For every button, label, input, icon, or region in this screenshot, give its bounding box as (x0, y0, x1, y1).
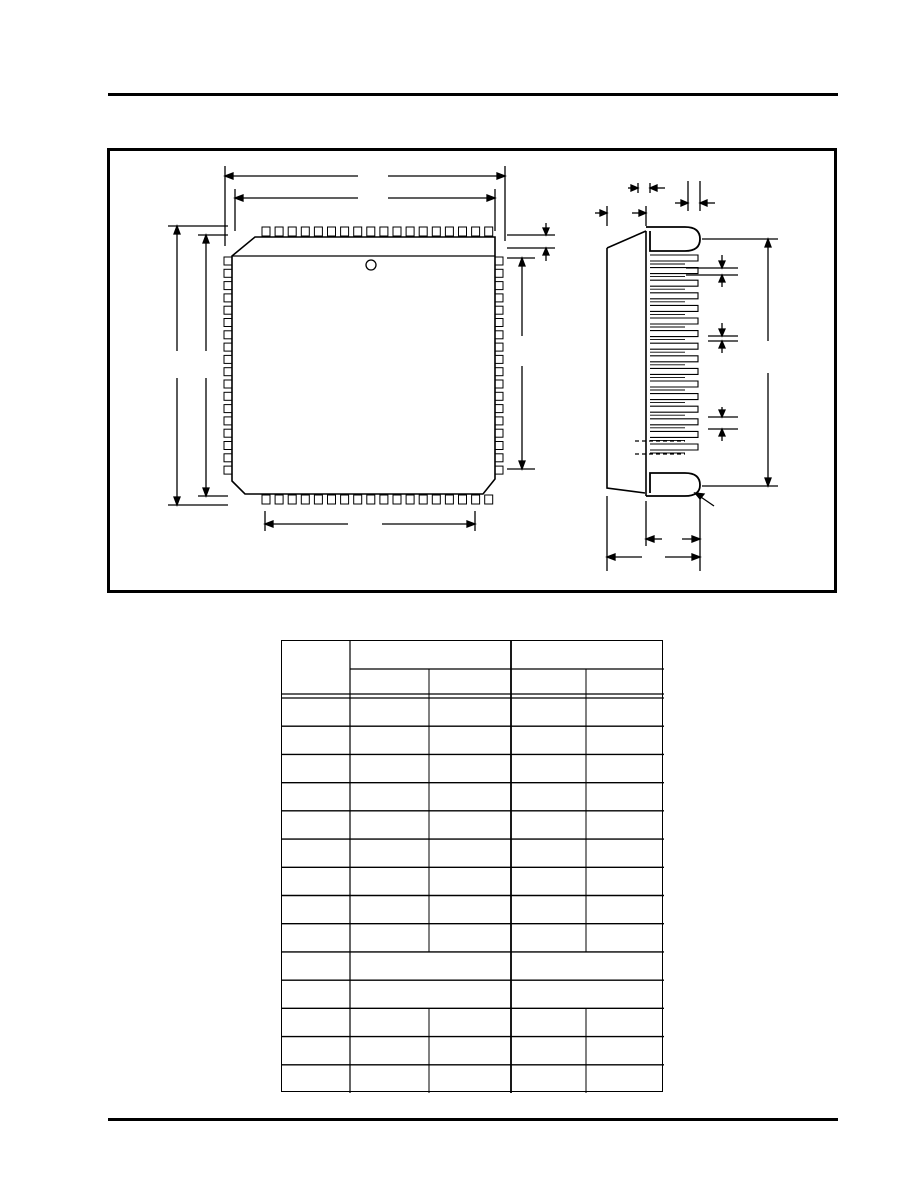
side-lead (650, 305, 698, 311)
side-leads (650, 255, 698, 453)
pin-pad (262, 227, 270, 236)
pin-pad (380, 495, 388, 504)
bottom-j-lead (646, 473, 700, 496)
pin-pad (367, 227, 375, 236)
footer-rule (108, 1118, 838, 1121)
dim-side-bottom (607, 496, 700, 571)
pin-pad (224, 454, 232, 462)
pin-pad (495, 466, 503, 474)
pin-pad (224, 282, 232, 290)
pin-pad (485, 495, 493, 504)
side-lead (650, 255, 698, 261)
pin-pad (393, 495, 401, 504)
pin-pad (495, 454, 503, 462)
pin-pad (224, 331, 232, 339)
side-lead (650, 356, 698, 362)
dim-lead-thickness (686, 255, 738, 287)
pin-pad (301, 495, 309, 504)
top-pins (262, 227, 493, 236)
dimension-table (281, 640, 663, 1092)
pin-pad (288, 495, 296, 504)
right-pins (495, 257, 503, 474)
pin-pad (224, 380, 232, 388)
top-j-lead (646, 227, 700, 251)
side-view (595, 181, 778, 571)
package-outline-figure (107, 148, 837, 593)
pin-pad (495, 355, 503, 363)
pin-pad (472, 227, 480, 236)
package-drawing (110, 151, 834, 590)
pin-pad (485, 227, 493, 236)
pin-pad (224, 257, 232, 265)
pin-pad (495, 294, 503, 302)
pin-pad (459, 227, 467, 236)
pin-pad (495, 405, 503, 413)
pin-pad (459, 495, 467, 504)
pin-pad (262, 495, 270, 504)
pin-pad (301, 227, 309, 236)
dim-pin-offset-right (507, 223, 555, 261)
side-lead (650, 343, 698, 349)
pin-pad (495, 306, 503, 314)
pin-pad (495, 331, 503, 339)
side-body-top (607, 231, 646, 248)
left-pins (224, 257, 232, 474)
pin-pad (341, 495, 349, 504)
dim-width-outer (225, 166, 505, 246)
pin-pad (275, 495, 283, 504)
pin-pad (495, 319, 503, 327)
side-lead (650, 368, 698, 374)
top-view (168, 166, 555, 531)
pin-pad (445, 495, 453, 504)
dim-side-height (702, 239, 778, 486)
pin-pad (419, 227, 427, 236)
pin-pad (275, 227, 283, 236)
pin-pad (432, 227, 440, 236)
side-lead (650, 293, 698, 299)
pin-pad (495, 380, 503, 388)
table-grid (282, 641, 664, 1093)
side-lead (650, 431, 698, 437)
pin-pad (495, 257, 503, 265)
side-lead (650, 280, 698, 286)
pin-pad (224, 442, 232, 450)
pin-pad (495, 417, 503, 425)
pin-pad (495, 343, 503, 351)
pin-pad (354, 495, 362, 504)
pin-pad (224, 368, 232, 376)
pin-pad (224, 429, 232, 437)
pin-pad (224, 306, 232, 314)
pin-pad (495, 442, 503, 450)
pin-pad (328, 227, 336, 236)
dim-pin-span-bottom (265, 511, 475, 531)
pin-pad (224, 269, 232, 277)
pin-pad (314, 227, 322, 236)
package-body (232, 237, 495, 494)
side-lead (650, 318, 698, 324)
pin-pad (224, 294, 232, 302)
pin-pad (495, 392, 503, 400)
side-lead (650, 381, 698, 387)
pin-pad (432, 495, 440, 504)
pin-pad (224, 466, 232, 474)
pin-pad (406, 227, 414, 236)
dim-width-inner (235, 189, 495, 231)
pin-pad (380, 227, 388, 236)
bottom-pins (262, 495, 493, 504)
side-body-outline (607, 248, 645, 493)
pin-pad (419, 495, 427, 504)
pin-pad (224, 343, 232, 351)
pin-pad (354, 227, 362, 236)
side-lead (650, 419, 698, 425)
dim-lead-width (708, 323, 738, 353)
pin-pad (341, 227, 349, 236)
pin-pad (314, 495, 322, 504)
pin-pad (224, 392, 232, 400)
header-rule (108, 93, 838, 96)
pin-pad (367, 495, 375, 504)
side-lead (650, 331, 698, 337)
side-lead (650, 444, 698, 450)
dim-lead-pitch (708, 407, 738, 441)
pin-pad (495, 429, 503, 437)
pin-pad (328, 495, 336, 504)
pin-pad (224, 355, 232, 363)
pin-pad (495, 368, 503, 376)
lead-centerline (635, 441, 685, 454)
pin-pad (224, 405, 232, 413)
pin1-indicator-icon (366, 260, 376, 270)
pin-pad (406, 495, 414, 504)
dim-height-outer (168, 226, 228, 505)
pin-pad (288, 227, 296, 236)
side-lead (650, 406, 698, 412)
pin-pad (495, 282, 503, 290)
pin-pad (472, 495, 480, 504)
side-lead (650, 394, 698, 400)
pin-pad (224, 319, 232, 327)
dim-pin-span-right (507, 258, 535, 469)
pin-pad (224, 417, 232, 425)
pin-pad (495, 269, 503, 277)
pin-pad (445, 227, 453, 236)
pin-pad (393, 227, 401, 236)
dim-side-top (595, 181, 715, 226)
